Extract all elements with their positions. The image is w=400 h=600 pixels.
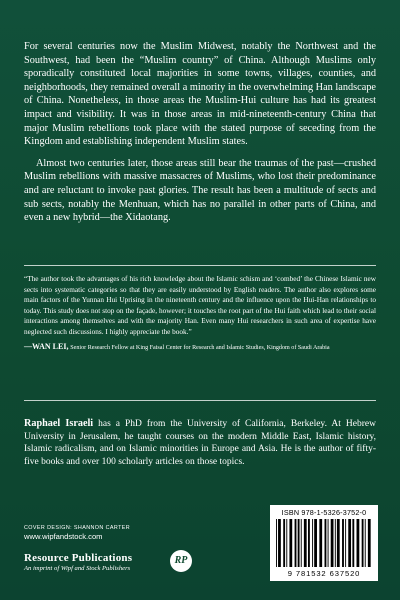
endorsement: [24, 274, 376, 353]
blurb-paragraph-1: For several centuries now the Muslim Midwest, notably the Northwest and the Southwest, had been the “Muslim country” of China. Although Muslims only sporadically constituted local majorities in some towns, villages, counties, and neighborhoods, they remained overall a minority in the overwhelming Han landscape of China. Nonetheless, in those areas the Muslim-Hui culture has had its greatest impact and visibility. It was in those areas in mid-nineteenth-century China that major Muslim rebellions took place with the stated purpose of seceding from the Kingdom and establishing independent Muslim states.: [24, 41, 376, 148]
cover-design-credit: COVER DESIGN: SHANNON CARTER: [24, 525, 131, 531]
blurb: [24, 40, 376, 225]
publisher-url: www.wipfandstock.com: [24, 532, 103, 541]
divider-top: [24, 265, 376, 266]
endorsement-quote: “The author took the advantages of his rich knowledge about the Islamic schism and ‘combed’ the Chinese Islamic new sects into systematic categories so that they are easily understood by English readers. The author also explores some main factors of the Yunnan Hui Uprising in the nineteenth century and the influence upon the Hui-Han relationships to today. This study does not stop on the façade, however; it touches the root part of the Hui faith which lead to their social interactions among themselves and with the majority Han. Even many Hui researchers in such area of expertise have neglected such discussions. I highly appreciate the book.”: [24, 275, 376, 336]
barcode: [270, 505, 378, 581]
blurb-paragraph-2: Almost two centuries later, those areas still bear the traumas of the past—crushed Muslim rebellions with massive massacres of Muslims, who lost their predominance and are reluctant to invoke past glories. The result has been a multitude of sects and sub sects, notably the Menhuan, which has no parallel in other parts of China, and even a new hybrid—the Xidaotang.: [24, 157, 376, 224]
divider-bottom: [24, 400, 376, 401]
endorser-name: —WAN LEI,: [24, 341, 69, 351]
author-bio-text: has a PhD from the University of California, Berkeley. At Hebrew University in Jerusalem, he taught courses on the modern Middle East, Islamic history, Islamic radicalism, and on Islamic minorities in Europe and Asia. He is the author of fifty-five books and over 100 scholarly articles on those topics.: [24, 419, 376, 467]
barcode-digits: 9 781532 637520: [287, 569, 361, 578]
publisher-block: [24, 552, 224, 572]
endorsement-attribution: [24, 342, 376, 354]
publisher-name: Resource Publications: [24, 552, 133, 564]
credits: [24, 525, 204, 541]
endorser-affiliation: Senior Research Fellow at King Faisal Center for Research and Islamic Studies, Kingdom of Saudi Arabia: [70, 344, 330, 351]
author-name: Raphael Israeli: [24, 418, 94, 429]
publisher-logo-icon: RP: [170, 550, 192, 572]
author-bio: [24, 418, 376, 468]
isbn-label: ISBN 978-1-5326-3752-0: [281, 508, 367, 517]
publisher-imprint: An imprint of Wipf and Stock Publishers: [24, 565, 131, 572]
barcode-bars-icon: [276, 519, 372, 567]
